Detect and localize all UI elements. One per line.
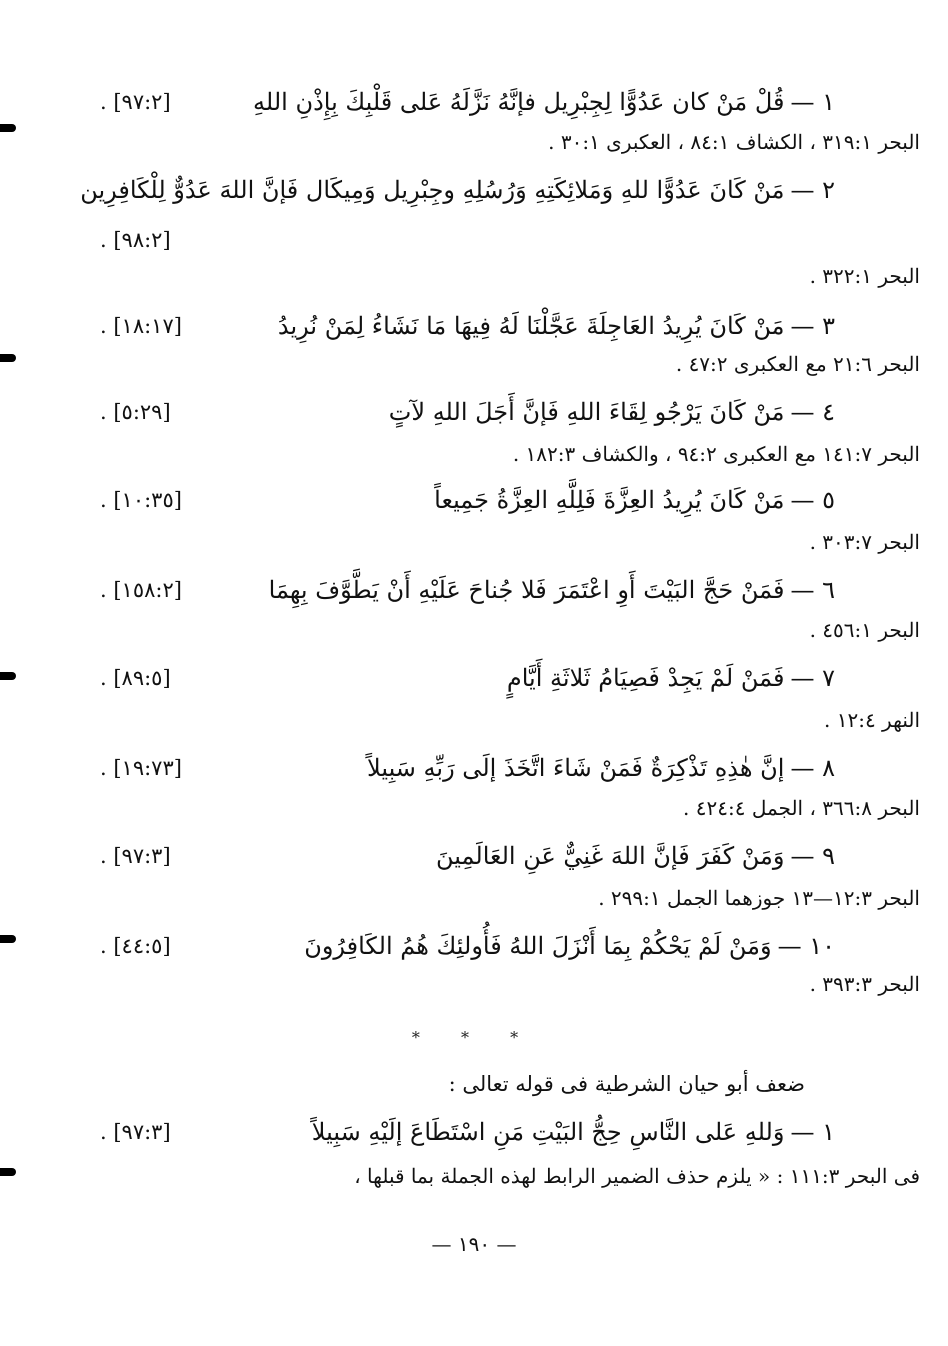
- verse-text: ٨ —إنَّ هٰذِهِ تَذْكِرَةٌ فَمَنْ شَاءَ اتَّخَذَ إلَى رَبِّهِ سَبِيلاً: [367, 754, 835, 782]
- section-intro: ضعف أبو حيان الشرطية فى قوله تعالى :: [448, 1072, 805, 1096]
- verse-reference: . [٩٧:٢]: [100, 90, 171, 114]
- source-citation: فى البحر ١١١:٣ : « يلزم حذف الضمير الرابط لهذه الجملة بما قبلها ،: [354, 1164, 920, 1188]
- source-citation: البحر ٣٢٢:١ .: [809, 264, 920, 288]
- page-number: — ١٩٠ —: [431, 1232, 517, 1256]
- verse-reference: . [٤٤:٥]: [100, 934, 171, 958]
- verse-text: ١ —قُلْ مَنْ كان عَدُوًّا لِجِبْرِيل فإنَّهُ نَزَّلَهُ عَلى قَلْبِكَ بِإِذْنِ اللهِ: [253, 88, 835, 116]
- verse-reference: . [٥:٢٩]: [100, 400, 171, 424]
- verse-text: ٧ —فَمَنْ لَمْ يَجِدْ فَصِيَامُ ثَلاثَةِ أَيَّامٍ: [506, 664, 835, 692]
- verse-reference: . [٩٧:٣]: [100, 844, 171, 868]
- verse-reference: . [١٩:٧٣]: [100, 756, 182, 780]
- binding-mark: [0, 1168, 16, 1176]
- entry-line: [100, 480, 835, 520]
- binding-mark: [0, 672, 16, 680]
- binding-mark: [0, 354, 16, 362]
- entry-line: [100, 658, 835, 698]
- verse-text: ٥ —مَنْ كَانَ يُرِيدُ العِزَّةَ فَلِلَّهِ العِزَّةُ جَمِيعاً: [434, 486, 835, 514]
- entry-line: [100, 1112, 835, 1152]
- verse-reference: . [٩٨:٢]: [100, 228, 171, 252]
- section-separator: * * *: [411, 1028, 537, 1047]
- source-citation: البحر ٣٦٦:٨ ، الجمل ٤٢٤:٤ .: [683, 796, 920, 820]
- binding-mark: [0, 935, 16, 943]
- entry-line: [100, 748, 835, 788]
- entry-line: [80, 170, 835, 210]
- entry-line: [100, 392, 835, 432]
- entry-line: [100, 220, 835, 260]
- verse-reference: . [١٥٨:٢]: [100, 578, 182, 602]
- entry-line: [100, 570, 835, 610]
- entry-line: [100, 82, 835, 122]
- verse-reference: . [١٨:١٧]: [100, 314, 182, 338]
- verse-text: ٤ —مَنْ كَانَ يَرْجُو لِقَاءَ اللهِ فَإنَّ أَجَلَ اللهِ لآتٍ: [388, 398, 835, 426]
- source-citation: البحر ١٢:٣—١٣ جوزهما الجمل ٢٩٩:١ .: [598, 886, 920, 910]
- source-citation: البحر ٣٩٣:٣ .: [809, 972, 920, 996]
- source-citation: البحر ٣١٩:١ ، الكشاف ٨٤:١ ، العكبرى ٣٠:١ .: [548, 130, 920, 154]
- entry-line: [100, 836, 835, 876]
- verse-text: ١ —وَللهِ عَلى النَّاسِ حِجُّ البَيْتِ مَنِ اسْتَطَاعَ إلَيْهِ سَبِيلاً: [311, 1118, 835, 1146]
- verse-text: ٦ —فَمَنْ حَجَّ البَيْتَ أَوِ اعْتَمَرَ فَلا جُناحَ عَلَيْهِ أَنْ يَطَّوَّفَ بِهِمَا: [268, 576, 835, 604]
- verse-reference: . [٩٧:٣]: [100, 1120, 171, 1144]
- verse-text: ٢ —مَنْ كَانَ عَدُوًّا للهِ وَمَلائِكَتِهِ وَرُسُلِهِ وجِبْرِيل وَمِيكَال فَإنَّ اللهَ عَدُوٌّ لِلْكَافِرِين: [80, 176, 835, 204]
- verse-reference: . [١٠:٣٥]: [100, 488, 182, 512]
- source-citation: النهر ١٢:٤ .: [824, 708, 920, 732]
- verse-text: ٩ —وَمَنْ كَفَرَ فَإنَّ اللهَ غَنِيٌّ عَنِ العَالَمِينَ: [436, 842, 835, 870]
- entry-line: [100, 926, 835, 966]
- source-citation: البحر ١٤١:٧ مع العكبرى ٩٤:٢ ، والكشاف ١٨٢:٣ .: [512, 442, 920, 466]
- entry-line: [100, 306, 835, 346]
- verse-text: ٣ —مَنْ كَانَ يُرِيدُ العَاجِلَةَ عَجَّلْنَا لَهُ فِيهَا مَا نَشَاءُ لِمَنْ نُرِيدُ: [277, 312, 835, 340]
- source-citation: البحر ٣٠٣:٧ .: [809, 530, 920, 554]
- source-citation: البحر ٤٥٦:١ .: [809, 618, 920, 642]
- source-citation: البحر ٢١:٦ مع العكبرى ٤٧:٢ .: [675, 352, 920, 376]
- verse-text: ١٠ —وَمَنْ لَمْ يَحْكُمْ بِمَا أَنْزَلَ اللهُ فَأُولئِكَ هُمُ الكَافِرُونَ: [304, 932, 835, 960]
- verse-reference: . [٨٩:٥]: [100, 666, 171, 690]
- binding-mark: [0, 124, 16, 132]
